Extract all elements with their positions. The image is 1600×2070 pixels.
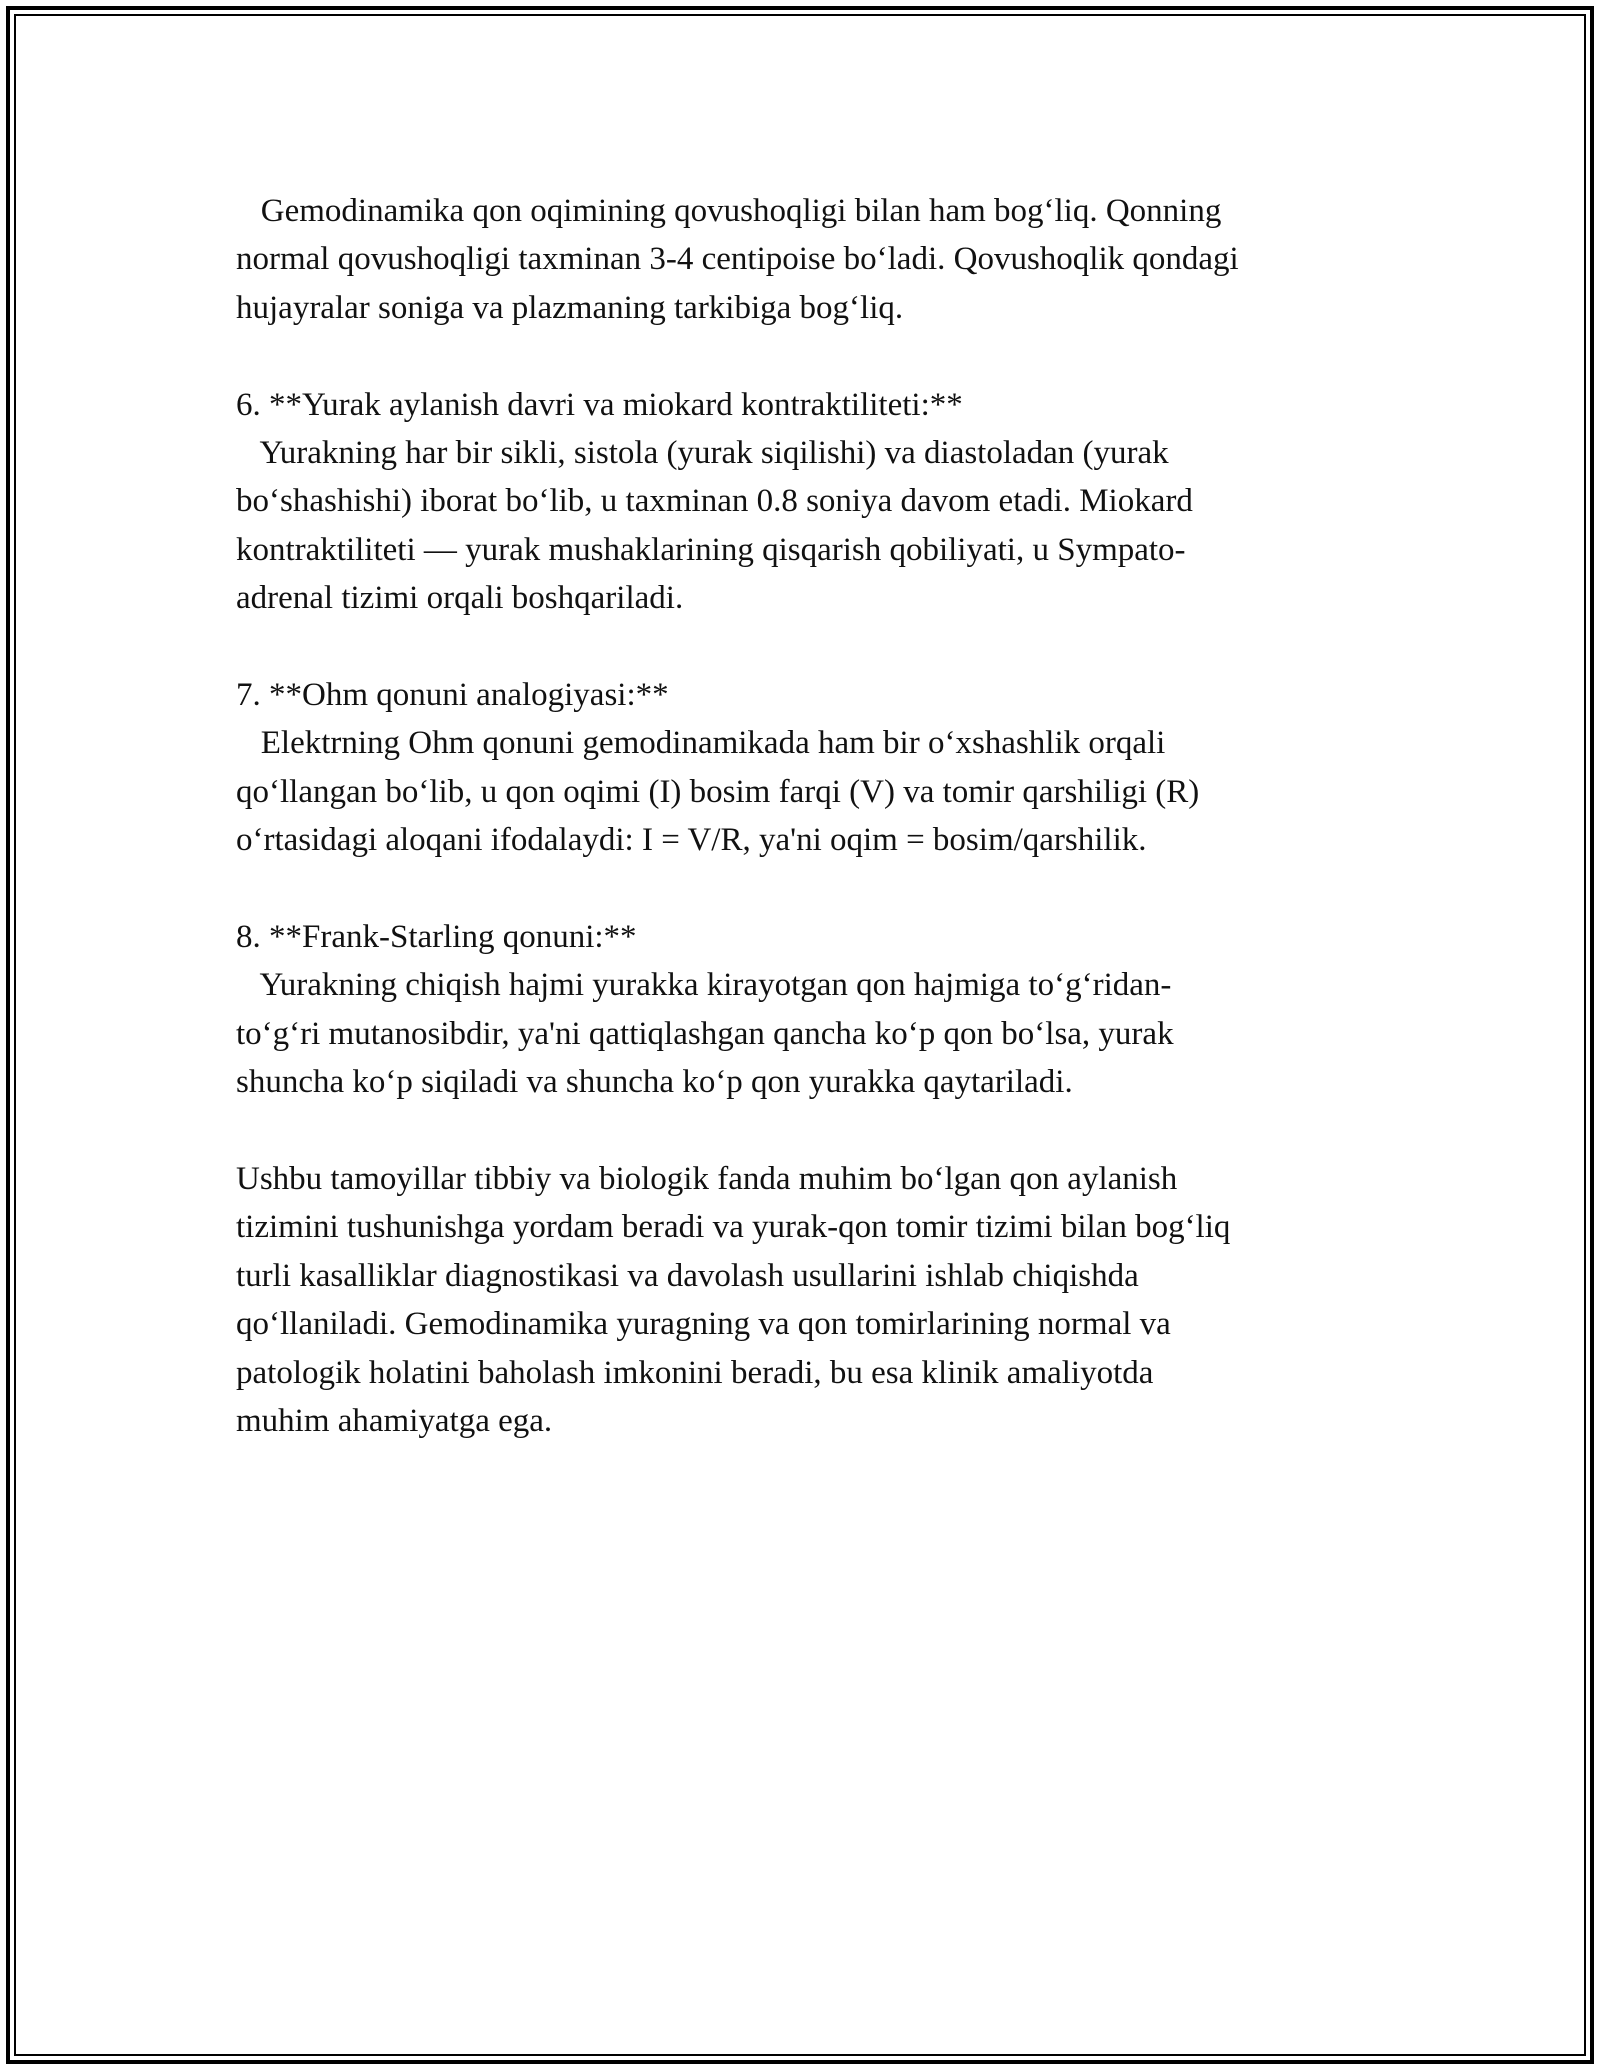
section-6-cardiac-cycle xyxy=(236,381,1376,623)
text-line: shuncha ko‘p siqiladi va shuncha ko‘p qon yurakka qaytariladi. xyxy=(236,1064,1073,1101)
section-8-frank-starling xyxy=(236,913,1376,1107)
section-heading: 8. **Frank-Starling qonuni:** xyxy=(236,919,637,956)
text-line: patologik holatini baholash imkonini beradi, bu esa klinik amaliyotda xyxy=(236,1354,1154,1391)
text-line: tizimini tushunishga yordam beradi va yurak-qon tomir tizimi bilan bog‘liq xyxy=(236,1209,1231,1246)
text-line: hujayralar soniga va plazmaning tarkibiga bog‘liq. xyxy=(236,289,904,326)
text-line: qo‘llangan bo‘lib, u qon oqimi (I) bosim farqi (V) va tomir qarshiligi (R) xyxy=(236,773,1200,810)
text-line: Gemodinamika qon oqimining qovushoqligi bilan ham bog‘liq. Qonning xyxy=(236,193,1222,229)
text-line: Yurakning har bir sikli, sistola (yurak siqilishi) va diastoladan (yurak xyxy=(236,435,1169,472)
text-line: normal qovushoqligi taxminan 3-4 centipoise bo‘ladi. Qovushoqlik qondagi xyxy=(236,241,1239,278)
paragraph-conclusion xyxy=(236,1155,1376,1445)
text-line: o‘rtasidagi aloqani ifodalaydi: I = V/R, ya'ni oqim = bosim/qarshilik. xyxy=(236,822,1147,859)
document-body xyxy=(236,187,1376,1494)
text-line: Elektrning Ohm qonuni gemodinamikada ham bir o‘xshashlik orqali xyxy=(236,725,1166,762)
text-line: qo‘llaniladi. Gemodinamika yuragning va qon tomirlarining normal va xyxy=(236,1306,1171,1343)
text-line: to‘g‘ri mutanosibdir, ya'ni qattiqlashgan qancha ko‘p qon bo‘lsa, yurak xyxy=(236,1015,1174,1052)
section-heading: 6. **Yurak aylanish davri va miokard kontraktiliteti:** xyxy=(236,386,963,423)
text-line: turli kasalliklar diagnostikasi va davolash usullarini ishlab chiqishda xyxy=(236,1257,1139,1294)
text-line: kontraktiliteti — yurak mushaklarining qisqarish qobiliyati, u Sympato- xyxy=(236,531,1186,568)
paragraph-hemodynamics-viscosity xyxy=(236,187,1376,332)
section-heading: 7. **Ohm qonuni analogiyasi:** xyxy=(236,677,669,714)
text-line: Ushbu tamoyillar tibbiy va biologik fanda muhim bo‘lgan qon aylanish xyxy=(236,1161,1178,1198)
text-line: muhim ahamiyatga ega. xyxy=(236,1403,553,1440)
text-line: bo‘shashishi) iborat bo‘lib, u taxminan 0.8 soniya davom etadi. Miokard xyxy=(236,483,1193,520)
text-line: adrenal tizimi orqali boshqariladi. xyxy=(236,580,684,617)
text-line: Yurakning chiqish hajmi yurakka kirayotgan qon hajmiga to‘g‘ridan- xyxy=(236,967,1172,1004)
section-7-ohm-law xyxy=(236,671,1376,865)
